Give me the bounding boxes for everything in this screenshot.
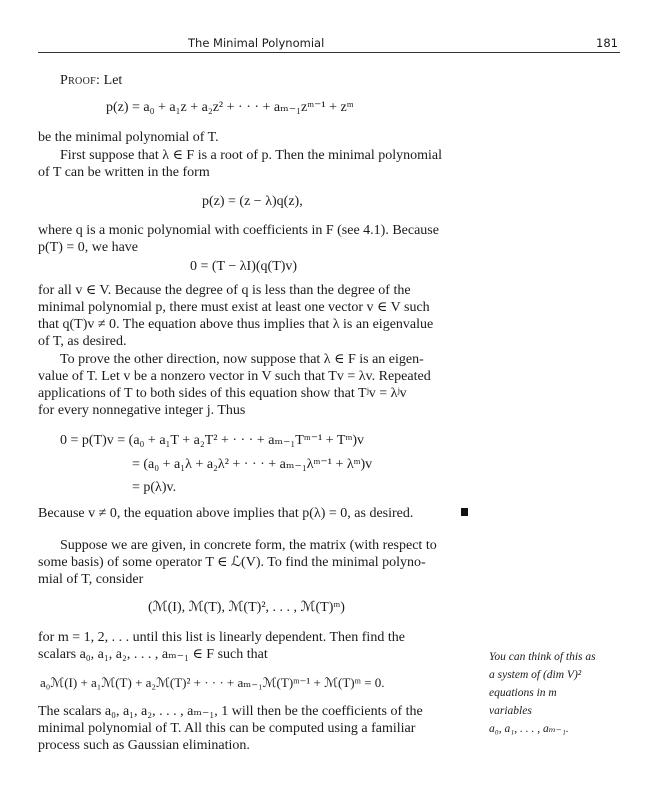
proof-intro: Let [103,73,123,88]
qed-square-icon [461,508,468,516]
text-line: process such as Gaussian elimination. [38,738,250,753]
text-line: First suppose that λ ∈ F is a root of p. Then the minimal polynomial [60,148,443,163]
equation-matrix-list: (ℳ(I), ℳ(T), ℳ(T)², . . . , ℳ(T)ᵐ) [148,600,345,615]
equation-expansion-line-1: 0 = p(T)v = (a₀ + a₁T + a₂T² + · · · + aₘ₋₁Tᵐ⁻¹ + Tᵐ)v [60,433,364,448]
text-line: To prove the other direction, now suppose that λ ∈ F is an eigen- [60,352,424,367]
text-line: The scalars a₀, a₁, a₂, . . . , aₘ₋₁, 1 will then be the coefficients of the [38,704,423,719]
equation-factorization: p(z) = (z − λ)q(z), [202,194,303,209]
equation-linear-combination: a₀ℳ(I) + a₁ℳ(T) + a₂ℳ(T)² + · · · + aₘ₋₁ℳ(T)ᵐ⁻¹ + ℳ(T)ᵐ = 0. [40,675,385,690]
margin-note-line: variables [489,705,532,717]
running-header-title: The Minimal Polynomial [188,36,325,50]
margin-note-line: You can think of this as [489,651,596,663]
page-number: 181 [596,36,618,50]
text-line: minimal polynomial p, there must exist at least one vector v ∈ V such [38,300,430,315]
proof-label: Proof: [60,73,101,88]
text-line: minimal polynomial of T. All this can be computed using a familiar [38,721,416,736]
proof-conclusion: Because v ≠ 0, the equation above implies that p(λ) = 0, as desired. [38,506,414,521]
equation-minimal-polynomial: p(z) = a₀ + a₁z + a₂z² + · · · + aₘ₋₁zᵐ⁻¹ + zᵐ [106,100,354,115]
text-line: for all v ∈ V. Because the degree of q is less than the degree of the [38,283,411,298]
text-line: value of T. Let v be a nonzero vector in V such that Tv = λv. Repeated [38,369,431,384]
margin-note-line: a₀, a₁, . . . , aₘ₋₁. [489,723,569,735]
equation-expansion-line-2: = (a₀ + a₁λ + a₂λ² + · · · + aₘ₋₁λᵐ⁻¹ + λᵐ)v [132,457,373,472]
running-header [38,36,620,53]
text-line: Suppose we are given, in concrete form, the matrix (with respect to [60,538,437,553]
text-line: applications of T to both sides of this equation show that Tʲv = λʲv [38,386,407,401]
text-line: some basis) of some operator T ∈ ℒ(V). To find the minimal polyno- [38,555,426,570]
text-line: of T can be written in the form [38,165,210,180]
text-line: scalars a₀, a₁, a₂, . . . , aₘ₋₁ ∈ F such that [38,647,268,662]
equation-expansion-line-3: = p(λ)v. [132,480,177,495]
text-line: for every nonnegative integer j. Thus [38,403,246,418]
margin-note-line: equations in m [489,687,557,699]
text-line: where q is a monic polynomial with coefficients in F (see 4.1). Because [38,223,439,238]
text-line: mial of T, consider [38,572,144,587]
text-line: p(T) = 0, we have [38,240,139,255]
margin-note [489,648,639,738]
text-line: be the minimal polynomial of T. [38,130,219,145]
text-line: for m = 1, 2, . . . until this list is linearly dependent. Then find the [38,630,405,645]
text-line: that q(T)v ≠ 0. The equation above thus implies that λ is an eigenvalue [38,317,434,332]
equation-eigen-condition: 0 = (T − λI)(q(T)v) [190,259,298,274]
text-line: of T, as desired. [38,334,127,349]
margin-note-line: a system of (dim V)² [489,669,582,681]
proof-heading [60,72,490,89]
